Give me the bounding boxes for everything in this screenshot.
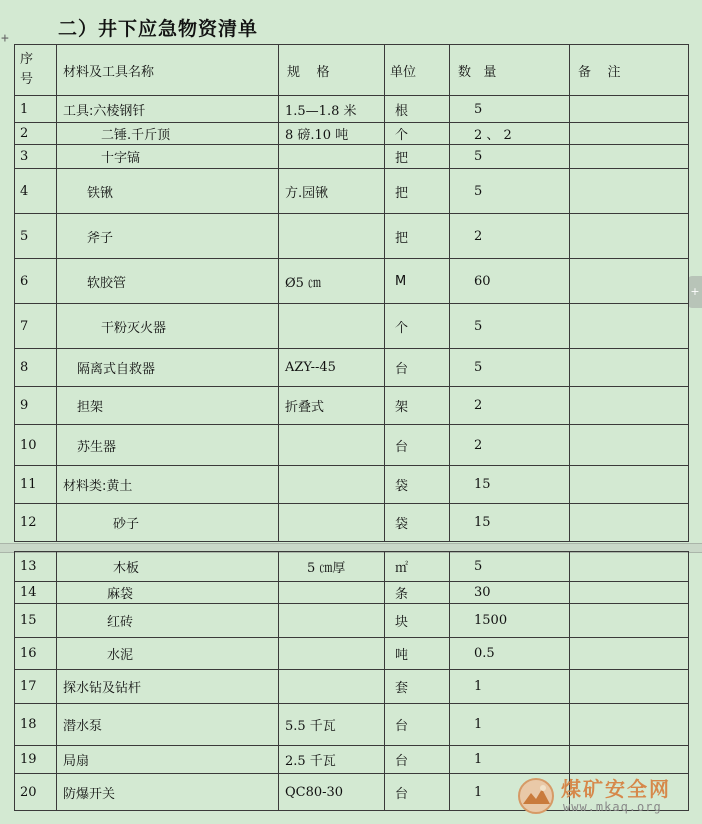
supply-table-page-1 [14, 44, 689, 542]
row-no: 18 [15, 704, 57, 746]
row-spec: 5 ㎝厚 [279, 552, 385, 582]
row-unit: 台 [385, 349, 450, 387]
row-unit: 个 [385, 123, 450, 145]
row-qty: 5 [450, 349, 570, 387]
row-no: 14 [15, 582, 57, 604]
table-row [15, 96, 689, 123]
row-qty: 60 [450, 259, 570, 304]
row-qty: 30 [450, 582, 570, 604]
header-spec: 规 格 [279, 45, 385, 96]
row-name: 水泥 [57, 638, 279, 670]
row-spec: 2.5 千瓦 [279, 746, 385, 774]
row-no: 4 [15, 169, 57, 214]
table-row [15, 746, 689, 774]
row-note [570, 259, 689, 304]
table-row [15, 582, 689, 604]
row-qty: 2 [450, 425, 570, 466]
row-qty: 15 [450, 504, 570, 542]
row-name: 工具:六棱钢钎 [57, 96, 279, 123]
row-no: 15 [15, 604, 57, 638]
row-name: 探水钻及钻杆 [57, 670, 279, 704]
row-no: 16 [15, 638, 57, 670]
header-no-line2: 号 [20, 72, 34, 87]
table-row [15, 145, 689, 169]
row-no: 13 [15, 552, 57, 582]
row-unit: 把 [385, 169, 450, 214]
row-spec [279, 425, 385, 466]
header-qty: 数 量 [450, 45, 570, 96]
row-name: 局扇 [57, 746, 279, 774]
row-spec: QC80-30 [279, 774, 385, 811]
row-note [570, 604, 689, 638]
row-unit: M [385, 259, 450, 304]
table-row [15, 123, 689, 145]
row-name: 红砖 [57, 604, 279, 638]
row-name: 苏生器 [57, 425, 279, 466]
row-qty: 5 [450, 304, 570, 349]
row-qty: 1 [450, 704, 570, 746]
table-row [15, 670, 689, 704]
row-qty: 5 [450, 145, 570, 169]
row-unit: 袋 [385, 466, 450, 504]
row-no: 1 [15, 96, 57, 123]
row-spec: Ø5 ㎝ [279, 259, 385, 304]
row-unit: 吨 [385, 638, 450, 670]
row-no: 11 [15, 466, 57, 504]
row-name: 材料类:黄土 [57, 466, 279, 504]
row-spec [279, 638, 385, 670]
table-row [15, 504, 689, 542]
row-note [570, 145, 689, 169]
row-no: 20 [15, 774, 57, 811]
row-note [570, 746, 689, 774]
header-note: 备 注 [570, 45, 689, 96]
watermark-name: 煤矿安全网 [561, 777, 671, 801]
row-note [570, 96, 689, 123]
row-qty: 2 [450, 214, 570, 259]
row-spec: AZY--45 [279, 349, 385, 387]
row-qty: 5 [450, 96, 570, 123]
header-no-line1: 序 [20, 52, 34, 67]
header-unit: 单位 [385, 45, 450, 96]
row-qty: 5 [450, 552, 570, 582]
row-note [570, 504, 689, 542]
row-name: 二锤.千斤顶 [57, 123, 279, 145]
row-note [570, 425, 689, 466]
row-qty: 15 [450, 466, 570, 504]
row-unit: 套 [385, 670, 450, 704]
row-spec [279, 504, 385, 542]
row-note [570, 582, 689, 604]
page-title: 二）井下应急物资清单 [58, 18, 259, 40]
row-unit: 台 [385, 704, 450, 746]
supply-table-page-2 [14, 551, 689, 811]
row-unit: 把 [385, 214, 450, 259]
row-name: 软胶管 [57, 259, 279, 304]
table-header-row [15, 45, 689, 96]
row-qty: 1500 [450, 604, 570, 638]
table-row [15, 349, 689, 387]
row-spec: 8 磅.10 吨 [279, 123, 385, 145]
row-note [570, 704, 689, 746]
table-row [15, 466, 689, 504]
row-unit: 条 [385, 582, 450, 604]
header-name: 材料及工具名称 [57, 45, 279, 96]
row-unit: 个 [385, 304, 450, 349]
row-note [570, 123, 689, 145]
row-unit: 根 [385, 96, 450, 123]
row-note [570, 387, 689, 425]
row-name: 砂子 [57, 504, 279, 542]
row-spec [279, 214, 385, 259]
row-qty: 2 [450, 387, 570, 425]
row-spec: 5.5 千瓦 [279, 704, 385, 746]
row-name: 木板 [57, 552, 279, 582]
row-unit: ㎡ [385, 552, 450, 582]
row-no: 12 [15, 504, 57, 542]
header-no [15, 45, 57, 96]
row-unit: 块 [385, 604, 450, 638]
row-name: 隔离式自救器 [57, 349, 279, 387]
row-note [570, 670, 689, 704]
row-spec [279, 304, 385, 349]
table-row [15, 214, 689, 259]
row-name: 十字镐 [57, 145, 279, 169]
expand-side-tab-icon[interactable]: + [688, 276, 702, 308]
row-spec [279, 145, 385, 169]
row-unit: 袋 [385, 504, 450, 542]
row-note [570, 214, 689, 259]
row-name: 铁锹 [57, 169, 279, 214]
watermark [517, 773, 693, 819]
row-qty: 1 [450, 746, 570, 774]
row-note [570, 169, 689, 214]
row-note [570, 349, 689, 387]
row-name: 防爆开关 [57, 774, 279, 811]
row-spec: 方.园锹 [279, 169, 385, 214]
row-qty: 1 [450, 670, 570, 704]
row-no: 5 [15, 214, 57, 259]
table-row [15, 552, 689, 582]
row-unit: 台 [385, 425, 450, 466]
table-row [15, 387, 689, 425]
row-no: 7 [15, 304, 57, 349]
row-spec [279, 466, 385, 504]
row-spec: 折叠式 [279, 387, 385, 425]
row-spec [279, 604, 385, 638]
row-qty: 0.5 [450, 638, 570, 670]
row-no: 2 [15, 123, 57, 145]
row-unit: 架 [385, 387, 450, 425]
row-note [570, 552, 689, 582]
row-no: 8 [15, 349, 57, 387]
row-name: 干粉灭火器 [57, 304, 279, 349]
table-move-handle-icon[interactable]: + [1, 31, 9, 46]
row-unit: 台 [385, 774, 450, 811]
row-note [570, 466, 689, 504]
row-no: 19 [15, 746, 57, 774]
table-row [15, 604, 689, 638]
row-qty: 5 [450, 169, 570, 214]
row-no: 9 [15, 387, 57, 425]
row-qty: 1 [450, 774, 570, 811]
row-no: 10 [15, 425, 57, 466]
row-note [570, 638, 689, 670]
table-row [15, 169, 689, 214]
row-spec: 1.5—1.8 米 [279, 96, 385, 123]
mine-logo-icon [517, 777, 555, 815]
table-row [15, 304, 689, 349]
row-spec [279, 582, 385, 604]
row-no: 6 [15, 259, 57, 304]
row-unit: 把 [385, 145, 450, 169]
row-spec [279, 670, 385, 704]
row-qty: 2 、 2 [450, 123, 570, 145]
watermark-url: www.mkaq.org [563, 800, 662, 814]
row-name: 担架 [57, 387, 279, 425]
row-no: 17 [15, 670, 57, 704]
row-name: 潜水泵 [57, 704, 279, 746]
table-row [15, 259, 689, 304]
row-note [570, 304, 689, 349]
table-row [15, 425, 689, 466]
table-row [15, 638, 689, 670]
row-unit: 台 [385, 746, 450, 774]
row-name: 麻袋 [57, 582, 279, 604]
table-row [15, 704, 689, 746]
row-name: 斧子 [57, 214, 279, 259]
row-no: 3 [15, 145, 57, 169]
